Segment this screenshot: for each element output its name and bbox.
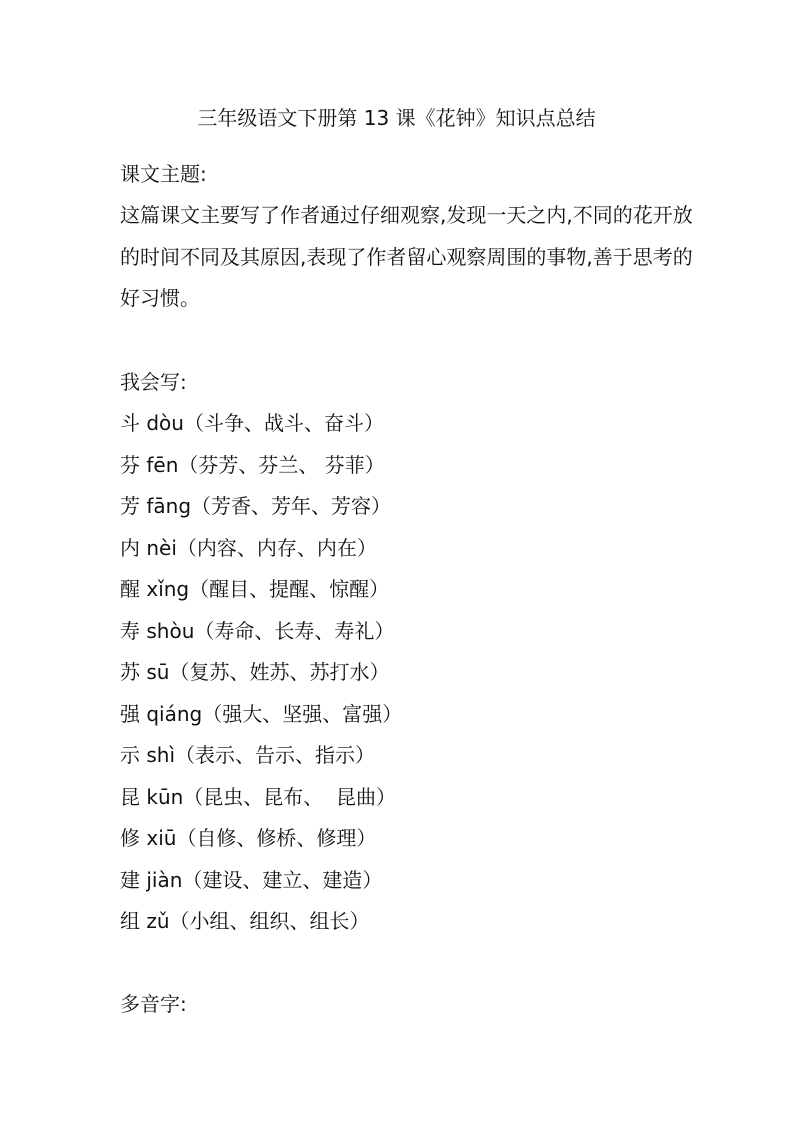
vocab-char: 寿 — [120, 618, 140, 643]
vocab-char: 苏 — [120, 660, 140, 684]
vocab-item — [120, 486, 700, 528]
vocab-item — [120, 652, 700, 694]
vocab-char: 内 — [120, 535, 140, 560]
vocab-item — [120, 735, 700, 777]
vocab-words: （寿命、长寿、寿礼） — [194, 618, 395, 643]
vocab-words: （芬芳、芬兰、 芬菲） — [178, 452, 385, 477]
vocab-pinyin: kūn — [146, 784, 184, 809]
vocab-pinyin: sū — [146, 660, 170, 684]
vocab-pinyin: zǔ — [146, 909, 170, 933]
theme-paragraph: 这篇课文主要写了作者通过仔细观察,发现一天之内,不同的花开放的时间不同及其原因,表现了作者留心观察周围的事物,善于思考的好习惯。 — [120, 203, 693, 310]
vocab-char: 示 — [120, 743, 140, 767]
vocab-char: 强 — [120, 701, 140, 726]
polyphone-heading: 多音字: — [120, 992, 187, 1016]
vocab-words: （复苏、姓苏、苏打水） — [169, 660, 390, 684]
vocab-words: （昆虫、昆布、 昆曲） — [183, 784, 397, 809]
vocab-pinyin: nèi — [146, 535, 177, 560]
vocab-char: 修 — [120, 826, 140, 850]
vocab-item — [120, 569, 700, 611]
vocab-words: （芳香、芳年、芳容） — [191, 494, 392, 518]
vocab-words: （内容、内存、内在） — [176, 535, 377, 560]
vocab-pinyin: shòu — [146, 618, 195, 643]
vocab-char: 醒 — [120, 577, 140, 601]
vocab-char: 组 — [120, 909, 140, 933]
vocab-item — [120, 860, 700, 902]
vocab-item — [120, 694, 700, 736]
vocab-pinyin: fēn — [146, 452, 179, 477]
vocab-char: 斗 — [120, 411, 140, 435]
vocab-item — [120, 777, 700, 819]
vocab-words: （小组、组织、组长） — [169, 909, 370, 933]
vocab-words: （建设、建立、建造） — [182, 867, 383, 892]
vocab-pinyin: jiàn — [146, 867, 183, 892]
vocab-words: （强大、坚强、富强） — [202, 701, 403, 726]
vocab-words: （自修、修桥、修理） — [176, 826, 377, 850]
vocab-words: （斗争、战斗、奋斗） — [183, 411, 384, 435]
vocab-item — [120, 611, 700, 653]
vocab-pinyin: xǐng — [146, 577, 190, 601]
vocab-char: 建 — [120, 867, 140, 892]
vocab-char: 芳 — [120, 494, 140, 518]
vocab-item — [120, 528, 700, 570]
vocab-pinyin: shì — [146, 743, 176, 767]
vocab-item — [120, 901, 700, 943]
vocab-item — [120, 403, 700, 445]
theme-heading: 课文主题: — [120, 162, 207, 186]
vocab-item — [120, 818, 700, 860]
vocab-pinyin: fāng — [146, 494, 192, 518]
document-title: 三年级语文下册第 13 课《花钟》知识点总结 — [197, 106, 596, 130]
vocab-pinyin: qiáng — [146, 701, 203, 726]
vocab-pinyin: dòu — [146, 411, 184, 435]
vocab-item — [120, 445, 700, 487]
vocab-char: 芬 — [120, 452, 140, 477]
vocab-char: 昆 — [120, 784, 140, 809]
vocab-pinyin: xiū — [146, 826, 177, 850]
vocab-list — [120, 403, 700, 943]
write-heading: 我会写: — [120, 370, 187, 394]
vocab-words: （表示、告示、指示） — [175, 743, 376, 767]
vocab-words: （醒目、提醒、惊醒） — [189, 577, 390, 601]
